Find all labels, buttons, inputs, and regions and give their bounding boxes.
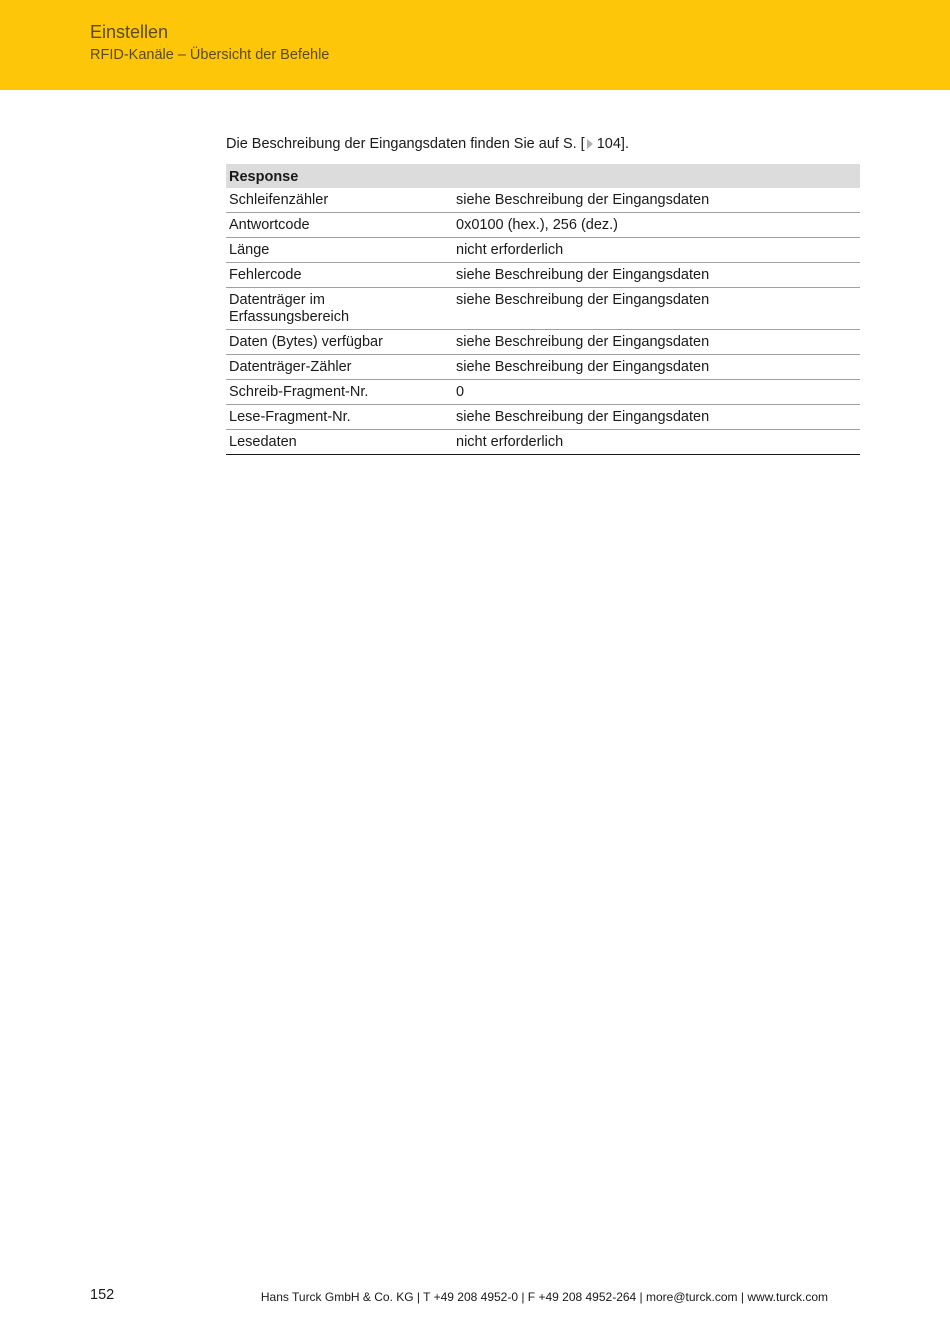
table-header: Response [226, 164, 860, 188]
table-row [226, 288, 860, 330]
table-row [226, 188, 860, 213]
table-row [226, 405, 860, 430]
row-value: siehe Beschreibung der Eingangsdaten [452, 288, 860, 330]
intro-paragraph [226, 136, 629, 152]
row-value: 0 [452, 380, 860, 405]
row-name: Datenträger im Erfassungsbereich [226, 288, 452, 330]
row-value: siehe Beschreibung der Eingangsdaten [452, 405, 860, 430]
row-name: Schleifenzähler [226, 188, 452, 213]
row-value: siehe Beschreibung der Eingangsdaten [452, 263, 860, 288]
intro-text: Die Beschreibung der Eingangsdaten finden Sie auf S. [ [226, 136, 585, 152]
table-row [226, 213, 860, 238]
table-row [226, 430, 860, 455]
row-value: siehe Beschreibung der Eingangsdaten [452, 330, 860, 355]
row-name: Länge [226, 238, 452, 263]
table-row [226, 355, 860, 380]
row-name: Antwortcode [226, 213, 452, 238]
table-header-row [226, 164, 860, 188]
row-value: siehe Beschreibung der Eingangsdaten [452, 355, 860, 380]
intro-suffix: ]. [620, 136, 629, 152]
page-reference-link[interactable]: 104 [596, 136, 621, 152]
row-name: Daten (Bytes) verfügbar [226, 330, 452, 355]
header-title: Einstellen [90, 22, 169, 42]
header-subtitle: RFID-Kanäle – Übersicht der Befehle [90, 47, 330, 63]
table-row [226, 263, 860, 288]
row-name: Lese-Fragment-Nr. [226, 405, 452, 430]
row-value: nicht erforderlich [452, 430, 860, 455]
response-table [226, 164, 860, 455]
row-value: 0x0100 (hex.), 256 (dez.) [452, 213, 860, 238]
page-header [0, 0, 950, 90]
row-name: Datenträger-Zähler [226, 355, 452, 380]
page-number: 152 [90, 1287, 115, 1303]
row-name: Schreib-Fragment-Nr. [226, 380, 452, 405]
row-name: Fehlercode [226, 263, 452, 288]
table-row [226, 330, 860, 355]
row-value: siehe Beschreibung der Eingangsdaten [452, 188, 860, 213]
footer-company-info: Hans Turck GmbH & Co. KG | T +49 208 4952-0 | F +49 208 4952-264 | more@turck.com | www.turck.com [260, 1290, 828, 1304]
row-name: Lesedaten [226, 430, 452, 455]
table-row [226, 238, 860, 263]
page-reference-arrow-icon [587, 139, 593, 149]
table-row [226, 380, 860, 405]
row-value: nicht erforderlich [452, 238, 860, 263]
